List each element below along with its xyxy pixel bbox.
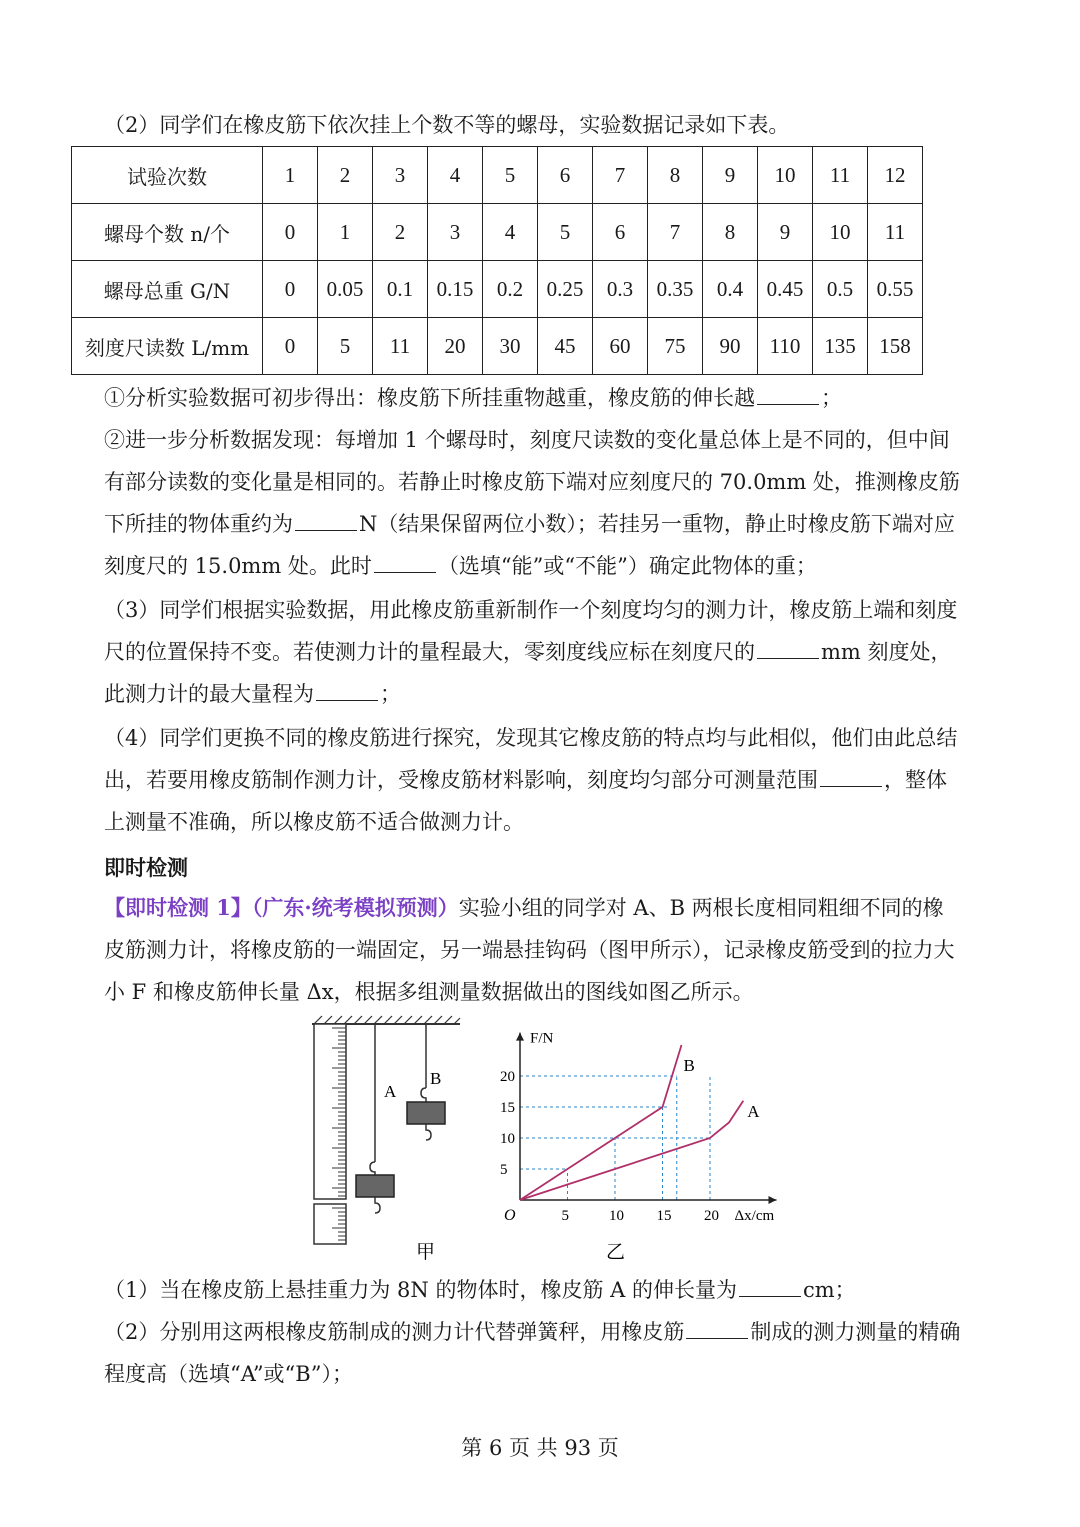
row-header: 螺母个数 n/个 <box>72 204 263 261</box>
table-cell: 75 <box>648 318 703 375</box>
x-tick-label: 20 <box>704 1208 719 1224</box>
sub-question-2-line4: 刻度尺的 15.0mm 处。此时 （选填“能”或“不能”）确定此物体的重； <box>104 545 984 587</box>
chart-yi <box>490 1025 790 1265</box>
series-label: B <box>683 1056 695 1075</box>
table-cell: 4 <box>483 204 538 261</box>
label-b: B <box>430 1069 442 1088</box>
series-label: A <box>747 1101 760 1121</box>
table-cell: 0.4 <box>703 261 758 318</box>
check-question-1: （1）当在橡皮筋上悬挂重力为 8N 的物体时，橡皮筋 A 的伸长量为 cm； <box>104 1269 984 1311</box>
table-cell: 90 <box>703 318 758 375</box>
sub-question-2-line3: 下所挂的物体重约为 N（结果保留两位小数）；若挂另一重物，静止时橡皮筋下端对应 <box>104 503 984 545</box>
table-cell: 11 <box>868 204 923 261</box>
question-3-line2: 尺的位置保持不变。若使测力计的量程最大，零刻度线应标在刻度尺的 mm 刻度处， <box>104 631 984 673</box>
check-intro-line3: 小 F 和橡皮筋伸长量 Δx，根据多组测量数据做出的图线如图乙所示。 <box>104 980 754 1004</box>
question-4-line2: 出，若要用橡皮筋制作测力计，受橡皮筋材料影响，刻度均匀部分可测量范围 ，整体 <box>104 759 984 801</box>
table-cell: 0.5 <box>813 261 868 318</box>
table-cell: 0.1 <box>373 261 428 318</box>
table-cell: 10 <box>813 204 868 261</box>
table-row <box>72 318 923 375</box>
x-tick-label: 10 <box>609 1208 624 1224</box>
table-cell: 30 <box>483 318 538 375</box>
y-axis-label: F/N <box>530 1030 554 1047</box>
table-cell: 1 <box>318 204 373 261</box>
sub-question-2-line1: ②进一步分析数据发现：每增加 1 个螺母时，刻度尺读数的变化量总体上是不同的，但中间 <box>104 428 950 452</box>
table-cell: 0 <box>263 204 318 261</box>
table-cell: 5 <box>538 204 593 261</box>
section-title: 即时检测 <box>104 855 188 880</box>
x-axis-arrow <box>769 1196 777 1204</box>
answer-blank[interactable] <box>757 636 819 659</box>
answer-blank[interactable] <box>686 1316 748 1339</box>
question-3-line1: （3）同学们根据实验数据，用此橡皮筋重新制作一个刻度均匀的测力计，橡皮筋上端和刻度 <box>104 598 958 622</box>
table-cell: 60 <box>593 318 648 375</box>
table-cell: 3 <box>373 147 428 204</box>
table-cell: 0.25 <box>538 261 593 318</box>
table-cell: 0 <box>263 261 318 318</box>
answer-blank[interactable] <box>820 764 882 787</box>
y-tick-label: 15 <box>500 1100 515 1116</box>
question-4-line3: 上测量不准确，所以橡皮筋不适合做测力计。 <box>104 810 524 834</box>
row-header: 螺母总重 G/N <box>72 261 263 318</box>
table-cell: 3 <box>428 204 483 261</box>
check-tag: 【即时检测 1】（广东·统考模拟预测） <box>104 895 459 920</box>
table-cell: 9 <box>758 204 813 261</box>
table-cell: 5 <box>483 147 538 204</box>
check-question-2-line1: （2）分别用这两根橡皮筋制成的测力计代替弹簧秤，用橡皮筋 制成的测力测量的精确 <box>104 1311 984 1353</box>
x-tick-label: 5 <box>561 1208 569 1224</box>
table-cell: 12 <box>868 147 923 204</box>
data-table <box>71 146 923 375</box>
answer-blank[interactable] <box>739 1274 801 1297</box>
table-cell: 0.3 <box>593 261 648 318</box>
y-tick-label: 20 <box>500 1069 515 1085</box>
series-line-b <box>520 1045 682 1200</box>
sub-question-1: ①分析实验数据可初步得出：橡皮筋下所挂重物越重，橡皮筋的伸长越 ； <box>104 377 984 419</box>
table-cell: 2 <box>318 147 373 204</box>
table-row <box>72 204 923 261</box>
table-cell: 0.15 <box>428 261 483 318</box>
table-cell: 6 <box>593 204 648 261</box>
label-a: A <box>384 1082 397 1101</box>
table-cell: 158 <box>868 318 923 375</box>
origin-label: O <box>504 1207 516 1224</box>
figure-jia <box>300 1012 480 1262</box>
check-intro-line1: 【即时检测 1】（广东·统考模拟预测）实验小组的同学对 A、B 两根长度相同粗细不同的橡 <box>104 895 944 920</box>
table-cell: 10 <box>758 147 813 204</box>
check-intro-line2: 皮筋测力计，将橡皮筋的一端固定，另一端悬挂钩码（图甲所示），记录橡皮筋受到的拉力大 <box>104 938 955 962</box>
sub-question-2-line2: 有部分读数的变化量是相同的。若静止时橡皮筋下端对应刻度尺的 70.0mm 处，推测橡皮筋 <box>104 470 960 494</box>
table-cell: 135 <box>813 318 868 375</box>
y-axis-arrow <box>516 1033 524 1041</box>
table-cell: 11 <box>373 318 428 375</box>
table-row <box>72 147 923 204</box>
x-axis-label: Δx/cm <box>734 1208 775 1224</box>
caption-jia: 甲 <box>416 1242 436 1262</box>
row-header: 试验次数 <box>72 147 263 204</box>
table-cell: 4 <box>428 147 483 204</box>
x-tick-label: 15 <box>656 1208 672 1224</box>
caption-yi: 乙 <box>606 1242 626 1263</box>
table-cell: 7 <box>593 147 648 204</box>
table-cell: 20 <box>428 318 483 375</box>
table-cell: 0 <box>263 318 318 375</box>
answer-blank[interactable] <box>295 508 357 531</box>
table-cell: 0.45 <box>758 261 813 318</box>
y-tick-label: 5 <box>500 1162 508 1178</box>
question-4-line1: （4）同学们更换不同的橡皮筋进行探究，发现其它橡皮筋的特点均与此相似，他们由此总结 <box>104 726 958 750</box>
table-cell: 8 <box>703 204 758 261</box>
table-cell: 11 <box>813 147 868 204</box>
answer-blank[interactable] <box>757 382 819 405</box>
check-question-2-line2: 程度高（选填“A”或“B”）； <box>104 1362 353 1386</box>
table-cell: 5 <box>318 318 373 375</box>
page-footer: 第 6 页 共 93 页 <box>461 1436 619 1460</box>
table-cell: 0.2 <box>483 261 538 318</box>
table-cell: 9 <box>703 147 758 204</box>
table-cell: 0.05 <box>318 261 373 318</box>
q2-intro: （2）同学们在橡皮筋下依次挂上个数不等的螺母，实验数据记录如下表。 <box>104 113 790 137</box>
table-cell: 8 <box>648 147 703 204</box>
table-cell: 45 <box>538 318 593 375</box>
y-tick-label: 10 <box>500 1131 515 1147</box>
table-cell: 7 <box>648 204 703 261</box>
question-3-line3: 此测力计的最大量程为 ； <box>104 673 984 715</box>
table-row <box>72 261 923 318</box>
table-cell: 2 <box>373 204 428 261</box>
answer-blank[interactable] <box>316 678 378 701</box>
table-cell: 0.35 <box>648 261 703 318</box>
table-cell: 6 <box>538 147 593 204</box>
answer-blank[interactable] <box>374 550 436 573</box>
row-header: 刻度尺读数 L/mm <box>72 318 263 375</box>
table-cell: 0.55 <box>868 261 923 318</box>
table-cell: 1 <box>263 147 318 204</box>
table-cell: 110 <box>758 318 813 375</box>
